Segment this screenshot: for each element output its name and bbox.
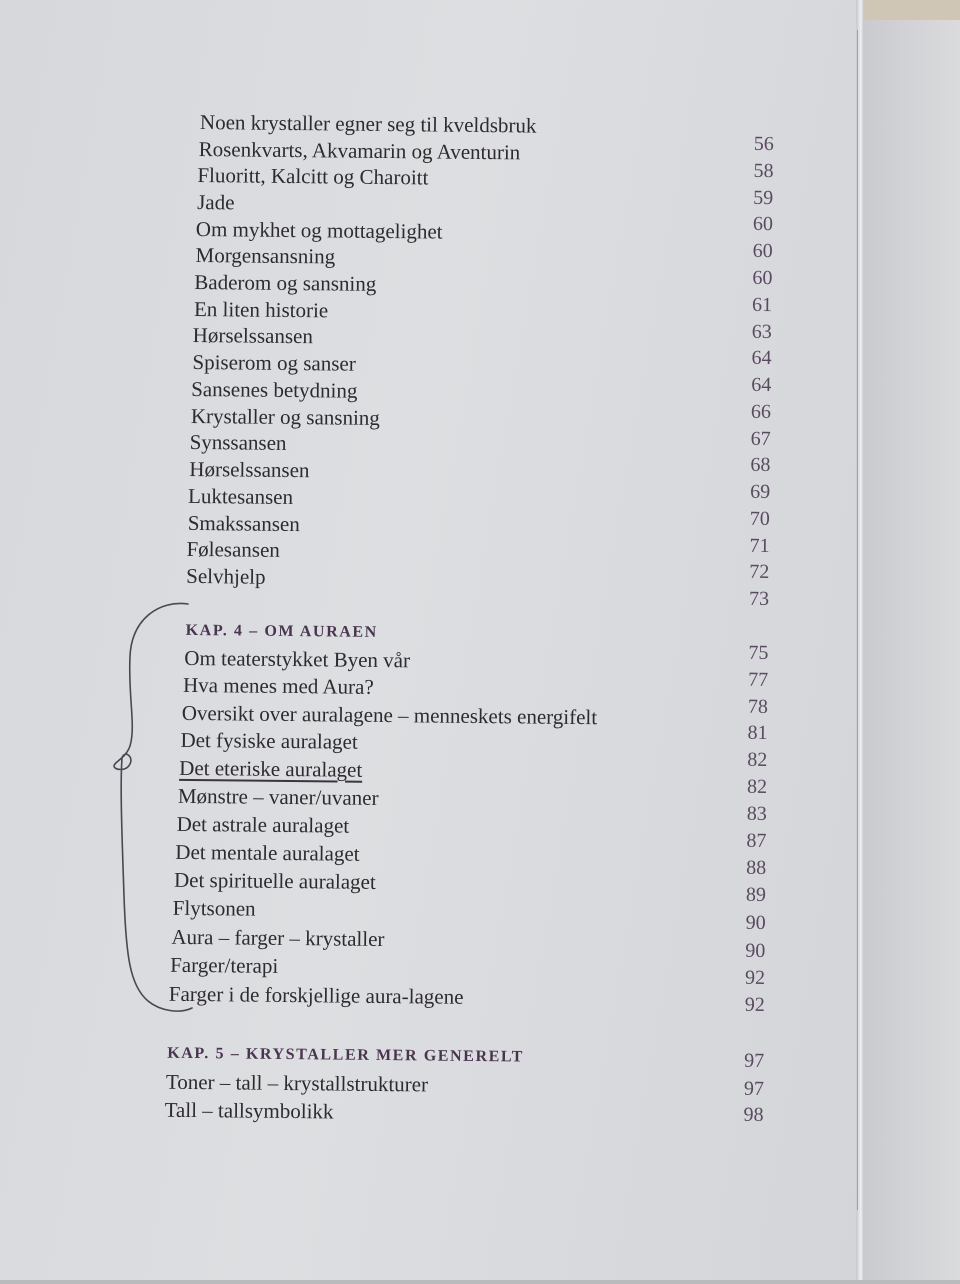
toc-page-number: 67: [750, 427, 771, 451]
toc-page-number: 82: [747, 748, 768, 772]
toc-entry-title: Det fysiske auralaget: [180, 727, 358, 754]
toc-entry-title: Jade: [197, 190, 235, 215]
toc-page-number: 71: [749, 534, 770, 558]
toc-entry-title: Baderom og sansning: [194, 269, 377, 296]
toc-page-number: 64: [751, 346, 772, 370]
toc-entry-title: Krystaller og sansning: [190, 403, 381, 430]
toc-page-number: 88: [746, 856, 767, 880]
toc-page-number: 97: [744, 1049, 765, 1073]
toc-page-number: 90: [745, 939, 766, 963]
toc-page-number: 61: [751, 293, 773, 317]
toc-page-number: 75: [748, 641, 769, 665]
toc-page-number: 98: [743, 1103, 764, 1126]
toc-entry-title: Selvhjelp: [186, 563, 266, 589]
toc-entry-title: Mønstre – vaner/uvaner: [177, 783, 379, 810]
toc-entry-title: Det spirituelle auralaget: [173, 867, 376, 894]
toc-page-number: 68: [750, 453, 771, 477]
toc-page-number: 63: [751, 320, 772, 344]
toc-page-number: 69: [750, 480, 771, 504]
toc-entry-title: Hørselssansen: [189, 456, 310, 483]
toc-entry-title: Toner – tall – krystallstrukturer: [165, 1069, 429, 1097]
toc-page-number: 77: [748, 668, 769, 692]
toc-entry-title: En liten historie: [193, 296, 329, 323]
toc-entry-title: Rosenkvarts, Akvamarin og Aventurin: [198, 137, 521, 165]
toc-entry-title: Om mykhet og mottagelighet: [195, 217, 443, 244]
toc-entry-title: Om teaterstykket Byen vår: [184, 645, 411, 673]
toc-page-number: 92: [744, 993, 765, 1017]
toc-entry-title: Noen krystaller egner seg til kveldsbruk: [199, 110, 537, 138]
toc-page-number: 82: [746, 775, 768, 799]
toc-entry-title: Flytsonen: [172, 895, 256, 921]
toc-page-number: 56: [753, 132, 774, 156]
toc-entry-title: Morgensansning: [195, 243, 336, 269]
toc-page-number: 83: [746, 802, 767, 826]
toc-entry-title: Luktesansen: [187, 483, 294, 510]
toc-entry-title: Følesansen: [186, 536, 280, 562]
toc-entry-title: Smakssansen: [187, 510, 300, 537]
toc-entry-title: Hva menes med Aura?: [182, 672, 374, 699]
toc-entry-title: Det eteriske auralaget: [179, 755, 363, 782]
toc-entry-title: Oversikt over auralagene – menneskets energifelt: [181, 700, 598, 730]
toc-page-number: 97: [743, 1077, 765, 1100]
handwritten-brace-mark: [100, 596, 200, 1021]
toc-page-number: 72: [749, 560, 770, 584]
toc-entry-title: Farger/terapi: [170, 952, 279, 978]
toc-page-number: 87: [746, 829, 767, 853]
toc-entry-title: Synssansen: [189, 429, 287, 455]
chapter-heading: KAP. 4 – OM AURAEN: [185, 621, 378, 641]
toc-entry-title: Aura – farger – krystaller: [171, 924, 385, 952]
toc-page-number: 64: [751, 373, 772, 397]
adjacent-page: [864, 20, 960, 1280]
toc-entry-title: Hørselssansen: [192, 322, 314, 349]
toc-page-number: 60: [752, 239, 773, 263]
toc-page-number: 81: [747, 721, 768, 745]
toc-entry-title: Fluoritt, Kalcitt og Charoitt: [197, 163, 429, 190]
toc-entry-title: Sansenes betydning: [191, 376, 358, 403]
toc-page-number: 66: [750, 400, 772, 424]
toc-entry-title: Det mentale auralaget: [175, 839, 360, 866]
toc-page-number: 92: [744, 966, 766, 990]
toc-page-number: 78: [747, 695, 769, 719]
toc-page-number: 59: [753, 186, 774, 210]
toc-page-number: 90: [745, 911, 766, 935]
toc-page-number: 60: [752, 266, 773, 290]
toc-entry-title: Tall – tallsymbolikk: [164, 1097, 334, 1124]
toc-entry-title: Det astrale auralaget: [176, 811, 350, 838]
page-edge-line: [857, 30, 858, 1210]
toc-page-number: 73: [748, 587, 770, 611]
toc-page-number: 70: [749, 507, 770, 531]
toc-page-number: 58: [753, 159, 774, 183]
toc-entry-title: Spiserom og sanser: [192, 349, 356, 376]
toc-entry-title: Farger i de forskjellige aura-lagene: [168, 981, 464, 1009]
toc-page-number: 60: [752, 212, 774, 236]
toc-page-number: 89: [745, 883, 767, 907]
chapter-heading: KAP. 5 – KRYSTALLER MER GENERELT: [167, 1044, 525, 1066]
